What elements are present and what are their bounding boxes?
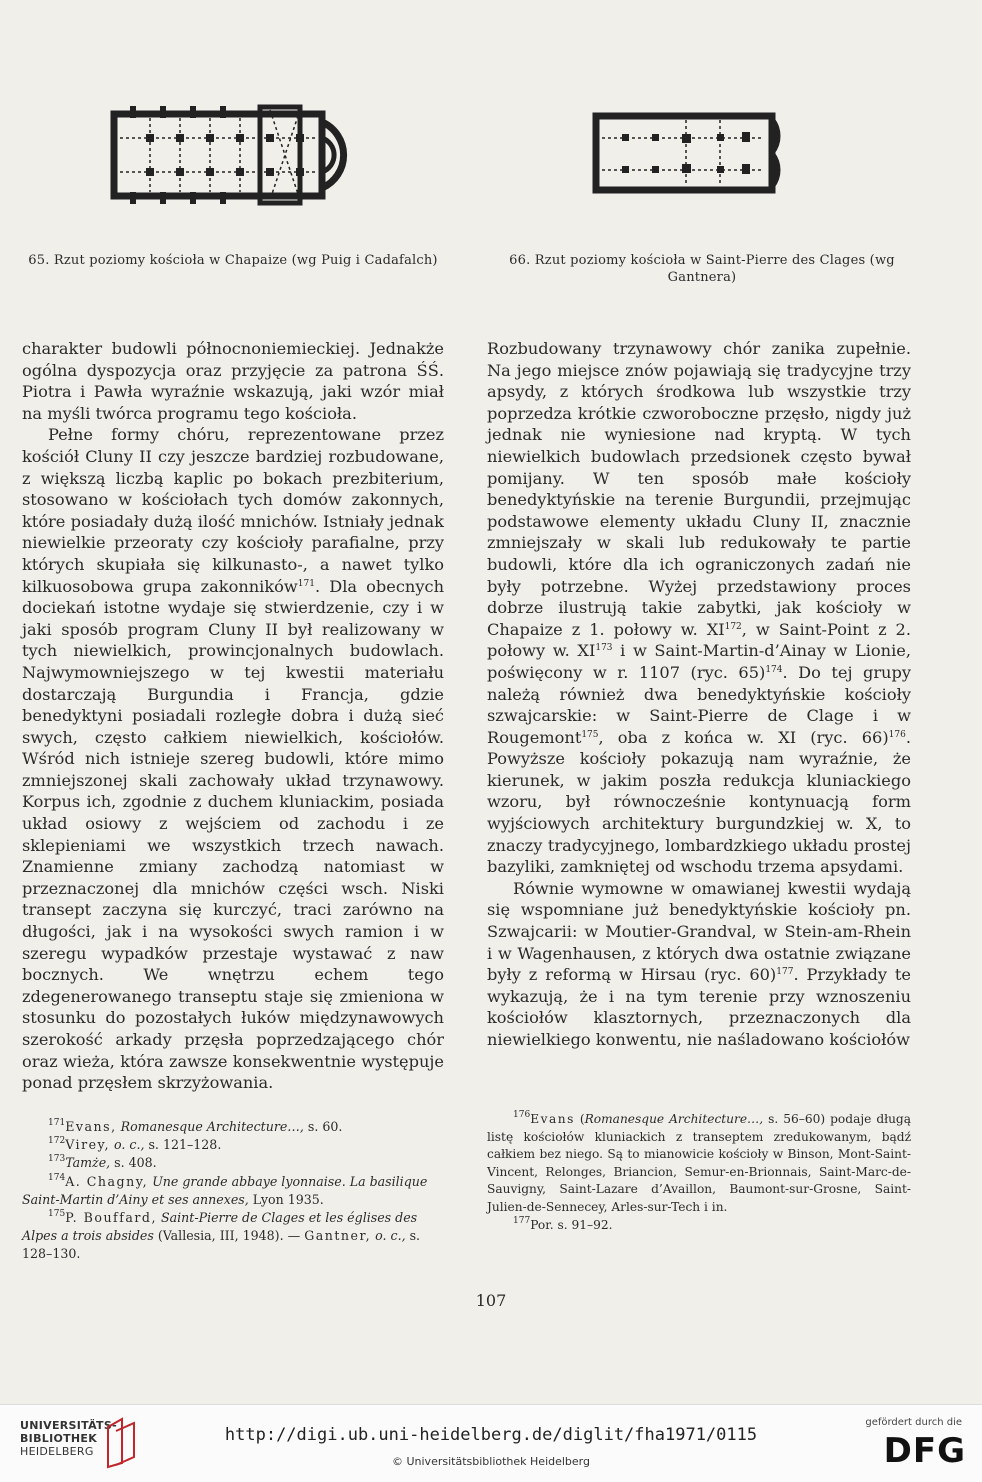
paragraph: charakter budowli północnoniemieckiej. Jednakże ogólna dyspozycja oraz przyjęcie za patrona ŚŚ. Piotra i Pawła wyraźnie wskazują, jaki wzór miał na myśli twórca programu tego kościoła. — [22, 339, 444, 423]
footnote-ref: 173 — [595, 643, 613, 654]
floor-plan-saint-pierre-image — [592, 110, 812, 196]
footer-bar — [0, 1404, 982, 1482]
footnote: $^{175}$P. Bouffard, Saint-Pierre de Clages et les églises des Alpes a trois absides (Vallesia, III, 1948). — Gantner, o. c., s. 128–130. — [22, 1209, 421, 1262]
funding-note: gefördert durch die — [865, 1417, 962, 1428]
footnotes-left — [22, 1118, 444, 1264]
footnote: $^{172}$Virey, o. c., s. 121–128. — [48, 1136, 222, 1153]
footnote: $^{177}$Por. s. 91–92. — [513, 1215, 613, 1232]
dfg-logo: DFG — [883, 1431, 966, 1471]
figure-66-caption: 66. Rzut poziomy kościoła w Saint-Pierre des Clages (wg Gantnera) — [509, 253, 895, 285]
paragraph: Równie wymowne w omawianej kwestii wydają się wspomniane już benedyktyńskie kościoły pn. Szwajcarii: w Moutier-Grandval, w Stein-am-Rhein i w Wagenhausen, z których dwa ostatnie związane były z reformą w Hirsau (ryc. 60)$^{177}$. Przykłady te wykazują, że i na tym terenie przy wznoszeniu kościołów klasztornych, przeznaczonych dla niewielkiego konwentu, nie naśladowano kościołów — [487, 878, 911, 1049]
copyright-text: © Universitätsbibliothek Heidelberg — [391, 1455, 590, 1468]
right-text-column — [487, 338, 911, 1051]
footnote: $^{173}$Tamże, s. 408. — [48, 1154, 157, 1171]
footnote: $^{174}$A. Chagny, Une grande abbaye lyonnaise. La basilique Saint-Martin d’Ainy et ses annexes, Lyon 1935. — [22, 1172, 428, 1207]
footnote-ref: 174 — [765, 664, 783, 675]
floor-plan-chapaize-image — [110, 104, 370, 206]
footnote-ref: 172 — [724, 621, 742, 632]
footnote: $^{171}$Evans, Romanesque Architecture…, s. 60. — [48, 1118, 343, 1134]
footnote-ref: 175 — [581, 729, 599, 740]
paragraph: Rozbudowany trzynawowy chór zanika zupełnie. Na jego miejsce znów pojawiają się tradycyjne trzy apsydy, z których środkowa lub wszystkie trzy poprzedza krótkie czworoboczne przęsło, nigdy już jednak nie wyniesione nad kryptą. W tych niewielkich budowlach przedsionek często bywał pomijany. W ten sposób małe kościoły benedyktyńskie na terenie Burgundii, przejmując podstawowe elementy układu Cluny II, znacznie zmniejszały w skali lub redukowały te partie budowli, które dla ich ograniczonych zadań nie były potrzebne. Wyżej przedstawiony proces dobrze ilustrują takie zabytki, jak kościoły w Chapaize z 1. połowy w. XI$^{172}$, w Saint-Point z 2. połowy w. XI$^{173}$ i w Saint-Martin-d’Ainay w Lionie, poświęcony w r. 1107 (ryc. 65)$^{174}$. Do tej grupy należą również dwa benedyktyńskie kościoły szwajcarskie: w Saint-Pierre de Clage i w Rougemont$^{175}$, oba z końca w. XI (ryc. 66)$^{176}$. Powyższe kościoły pokazują nam wyraźnie, że kierunek, w jakim poszła redukcja kluniackiego wzoru, był równocześnie kontynuacją form wyjściowych architektury burgundzkiej w. X, to znaczy tradycyjnego, lombardzkiego układu prostej bazyliki, zamkniętej od wschodu trzema apsydami. — [487, 339, 911, 877]
footnotes-right — [487, 1111, 911, 1234]
figure-65-caption: 65. Rzut poziomy kościoła w Chapaize (wg Puig i Cadafalch) — [28, 253, 438, 268]
footnote: $^{176}$Evans (Romanesque Architecture…, s. 56–60) podaje długą listę kościołów kluniackich z transeptem zredukowanym, bądź całkiem bez niego. Są to mianowicie kościoły w Binson, Mont-Saint-Vincent, Relonges, Briancion, Semur-en-Brionnais, Saint-Marc-de-Sauvigny, Saint-Lazare d’Availlon, Baumont-sur-Grosne, Saint-Julien-de-Sennecey, Arles-sur-Tech i in. — [487, 1110, 912, 1214]
paragraph: Pełne formy chóru, reprezentowane przez kościół Cluny II czy jeszcze bardziej rozbudowane, z większą liczbą kaplic po bokach prezbiterium, stosowano w kościołach tych domów zakonnych, które posiadały dużą ilość mnichów. Istniały jednak niewielkie przeoraty czy kościoły parafialne, przy których skupiała się kilkunasto-, a nawet tylko kilkuosobowa grupa zakonników$^{171}$. Dla obecnych dociekań istotne wydaje się stwierdzenie, czy i w jaki sposób program Cluny II był realizowany w tych niewielkich, prowincjonalnych budowlach. Najwymowniejszego w tej kwestii materiału dostarczają Burgundia i Francja, gdzie benedyktyni posiadali rozległe dobra i dużą sieć swych, często całkiem niewielkich, kościołów. Wśród nich istnieje szereg budowli, które mimo zmniejszonej skali zachowały układ trzynawowy. Korpus ich, zgodnie z duchem kluniackim, posiada układ osiowy z wejściem od zachodu i ze sklepieniami we wszystkich trzech nawach. Znamienne zmiany zachodzą natomiast w przeznaczonej dla mnichów części wsch. Niski transept zaczyna się kurczyć, traci zarówno na długości, jak i na wysokości swych ramion i w szeregu wypadków przestaje wystawać z naw bocznych. We wnętrzu echem tego zdegenerowanego transeptu staje się zmieniona w stosunku do pozostałych łuków międzynawowych szerokość arkady przęsła poprzedzającego chór oraz wieża, która zawsze konsekwentnie występuje ponad przęsłem skrzyżowania. — [22, 425, 444, 1093]
left-text-column — [22, 338, 444, 1094]
footnote-ref: 171 — [297, 578, 315, 589]
footnote-ref: 177 — [776, 967, 794, 978]
page-number: 107 — [475, 1291, 507, 1310]
permalink-url[interactable]: http://digi.ub.uni-heidelberg.de/diglit/fha1971/0115 — [224, 1425, 758, 1445]
library-logo: UNIVERSITÄTS- BIBLIOTHEK HEIDELBERG — [20, 1419, 117, 1458]
footnote-ref: 176 — [888, 729, 906, 740]
